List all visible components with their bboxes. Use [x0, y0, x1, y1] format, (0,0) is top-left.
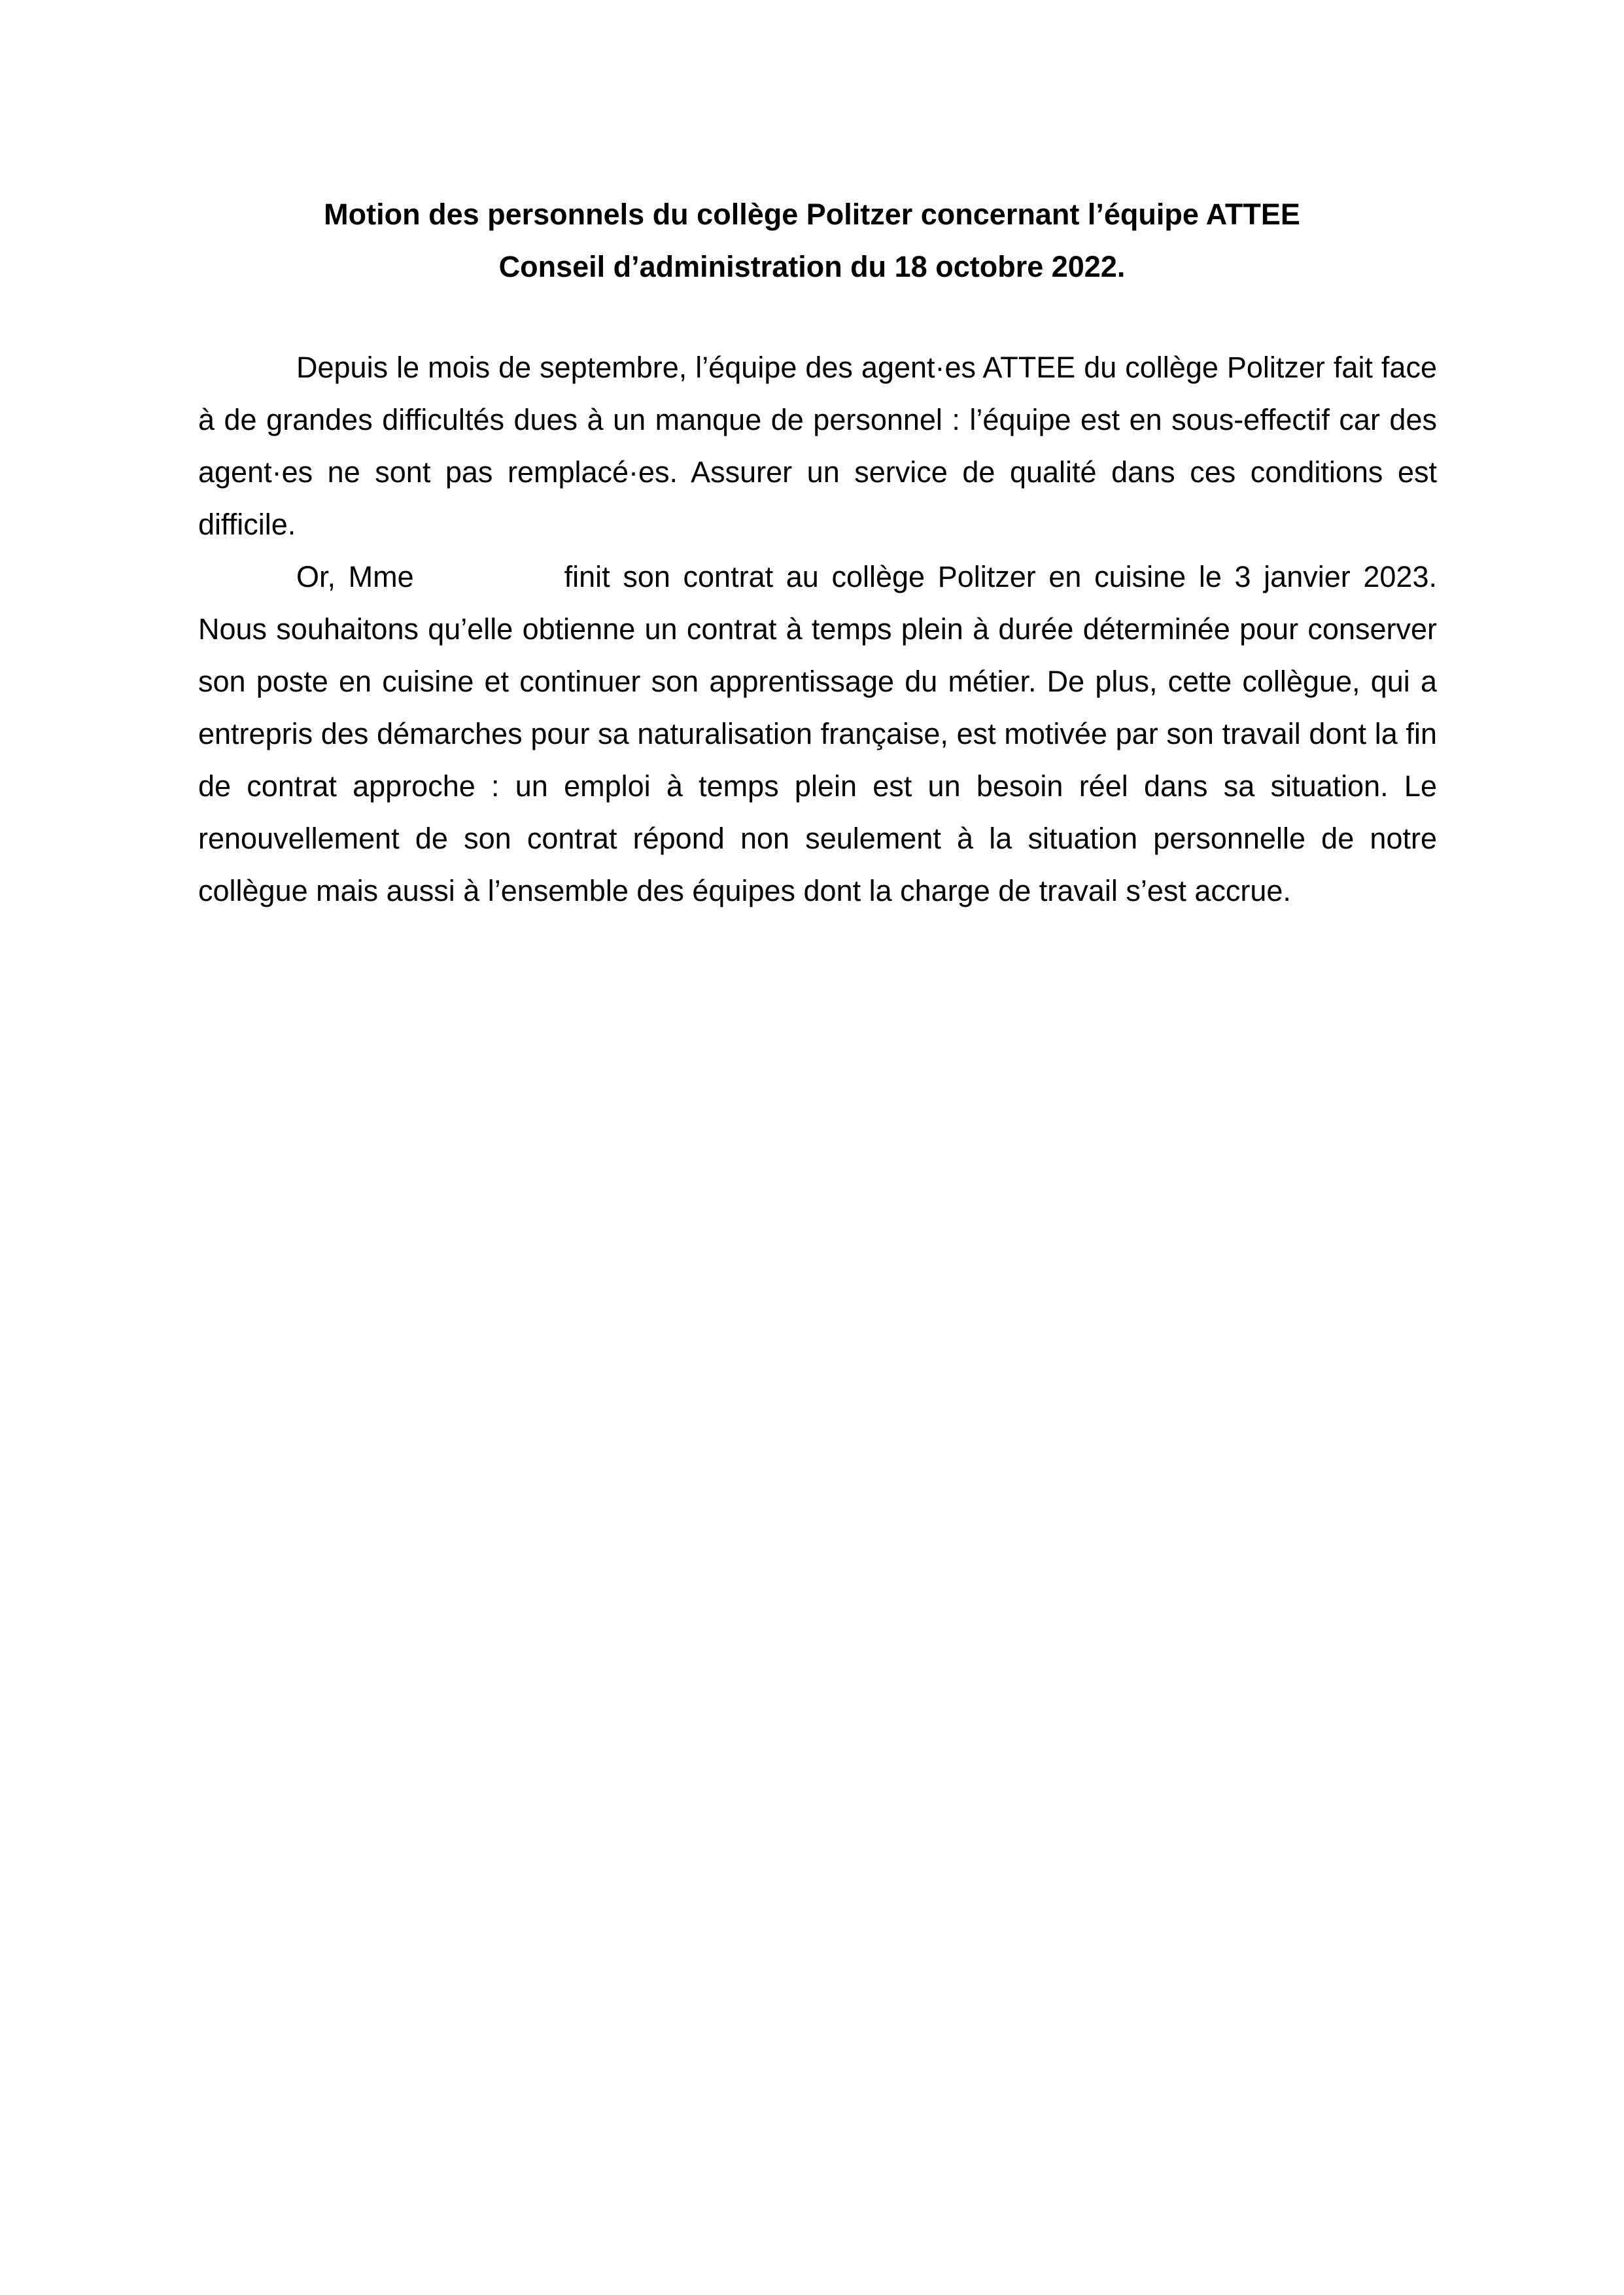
paragraph-1: Depuis le mois de septembre, l’équipe des agent·es ATTEE du collège Politzer fait face à de grandes difficultés dues à un manque de personnel : l’équipe est en sous-effectif car des agent·es ne sont pas remplacé·es. Assurer un service de qualité dans ces conditions est difficile.: [198, 351, 1437, 541]
paragraph-2-start: Or, Mme: [296, 560, 414, 593]
title-line-1: Motion des personnels du collège Politzer concernant l’équipe ATTEE: [324, 198, 1300, 231]
document-title: [0, 188, 1624, 293]
paragraph-2-rest: finit son contrat au collège Politzer en cuisine le 3 janvier 2023. Nous souhaitons qu’elle obtienne un contrat à temps plein à durée déterminée pour conserver son poste en cuisine et continuer son apprentissage du métier. De plus, cette collègue, qui a entrepris des démarches pour sa naturalisation française, est motivée par son travail dont la fin de contrat approche : un emploi à temps plein est un besoin réel dans sa situation. Le renouvellement de son contrat répond non seulement à la situation personnelle de notre collègue mais aussi à l’ensemble des équipes dont la charge de travail s’est accrue.: [198, 560, 1437, 907]
document-body: [198, 342, 1437, 917]
paragraph-2: [198, 551, 1437, 917]
title-line-2: Conseil d’administration du 18 octobre 2022.: [498, 250, 1126, 283]
